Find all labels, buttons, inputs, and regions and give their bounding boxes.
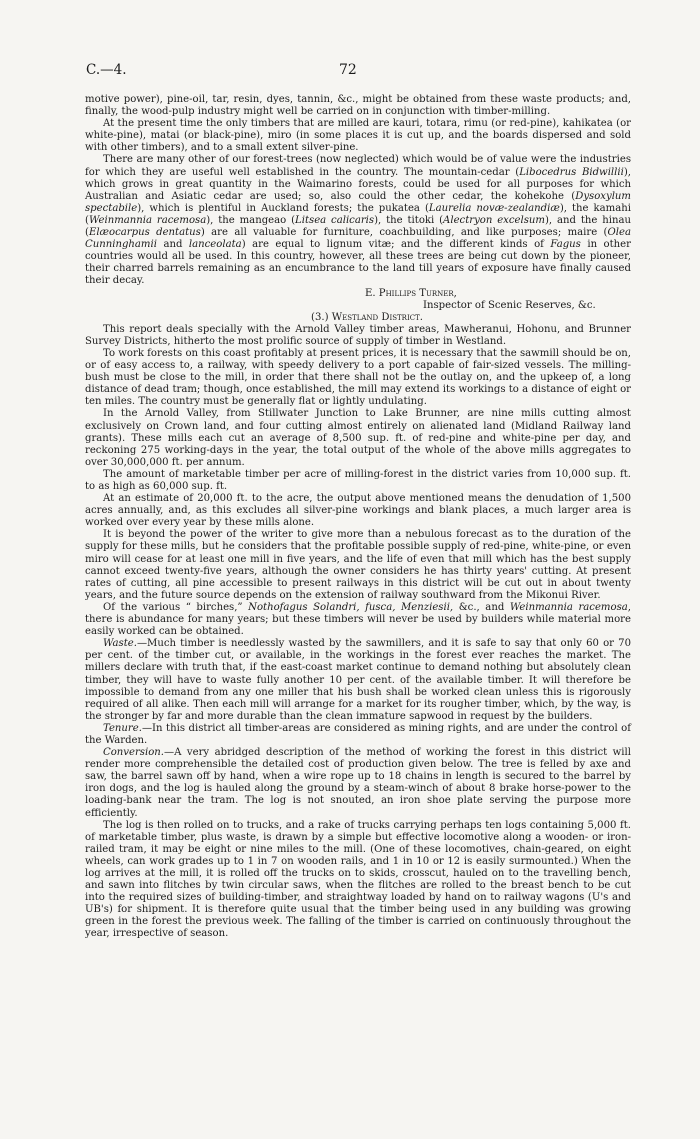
subheading-conversion: Conversion.: [103, 747, 164, 759]
paragraph-conversion: Conversion.—A very abridged description of the method of working the forest in this district will render more comprehensible the detailed cost of production given below. The tree is felled by axe and saw, the barrel sawn off by hand, when a wire rope up to 18 chains in length is secured to the barrel by iron dogs, and the log is hauled along the ground by a steam-winch of about 8 brake horse-power to the loading-bank near the tram. The log is not snouted, an iron shoe plate serving the purpose more efficiently.: [85, 747, 631, 819]
section-heading: (3.) Westland District.: [311, 311, 423, 323]
signature-name: E. Phillips Turner,: [365, 287, 457, 299]
paragraph-tenure: Tenure.—In this district all timber-areas are considered as mining rights, and are under the control of the Warden.: [85, 722, 631, 746]
subheading-tenure: Tenure.: [103, 722, 142, 734]
body-text: [85, 94, 631, 941]
paragraph-other-trees: There are many other of our forest-trees (now neglected) which would be of value were the industries for which they are useful well established in the country. The mountain-cedar (Libocedrus Bidwillii), which grows in great quantity in the Waimarino forests, could be used for all purposes for which Australian and Asiatic cedar are used; so, also could the other cedar, the kohekohe (Dysoxylum spectabile), which is plentiful in Auckland forests; the pukatea (Laurelia novæ-zealandiæ), the kamahi (Weinmannia racemosa), the mangeao (Litsea calicaris), the titoki (Alectryon excelsum), and the hinau (Elæocarpus dentatus) are all valuable for furniture, coachbuilding, and like purposes; maire (Olea Cunninghamii and lanceolata) are equal to lignum vitæ; and the different kinds of Fagus in other countries would all be used. In this country, however, all these trees are being cut down by the pioneer, their charred barrels remaining as an encumbrance to the land till years of exposure have finally caused their decay.: [85, 154, 631, 287]
paragraph: This report deals specially with the Arnold Valley timber areas, Mawheranui, Hohonu, and Brunner Survey Districts, hitherto the most prolific source of supply of timber in Westland.: [85, 323, 631, 347]
paragraph: At an estimate of 20,000 ft. to the acre, the output above mentioned means the denudation of 1,500 acres annually, and, as this excludes all silver-pine workings and blank places, a much larger area is worked over every year by these mills alone.: [85, 493, 631, 529]
paragraph: motive power), pine-oil, tar, resin, dyes, tannin, &c., might be obtained from these waste products; and, finally, the wood-pulp industry might well be carried on in conjunction with timber-milling.: [85, 94, 631, 118]
paragraph: The log is then rolled on to trucks, and a rake of trucks carrying perhaps ten logs containing 5,000 ft. of marketable timber, plus waste, is drawn by a simple but effective locomotive along a wooden- or iron-railed tram, it may be eight or nine miles to the mill. (One of these locomotives, chain-geared, on eight wheels, can work grades up to 1 in 7 on wooden rails, and 1 in 10 or 12 is easily surmounted.) When the log arrives at the mill, it is rolled off the trucks on to skids, crosscut, hauled on to the travelling bench, and sawn into flitches by twin circular saws, when the flitches are rolled to the breast bench to be cut into the required sizes of building-timber, and straightway loaded by hand on to railway wagons (U's and UB's) for shipment. It is therefore quite usual that the timber being used in any building was growing green in the forest the previous week. The falling of the timber is carried on continuously throughout the year, irrespective of season.: [85, 819, 631, 940]
page-number: 72: [339, 62, 357, 78]
paragraph-waste: Waste.—Much timber is needlessly wasted by the sawmillers, and it is safe to say that only 60 or 70 per cent. of the timber cut, or available, in the workings in the forest ever reaches the market. The millers declare with truth that, if the east-coast market continue to demand nothing but absolutely clean timber, they will have to waste fully another 10 per cent. of the available timber. It will therefore be impossible to demand from any one miller that his bush shall be worked clean unless this is rigorously required of all alike. Then each mill will arrange for a market for its rougher timber, which, by the way, is the stronger by far and more durable than the clean immature sapwood in request by the builders.: [85, 638, 631, 722]
subheading-waste: Waste.: [103, 638, 137, 650]
document-reference: C.—4.: [86, 62, 127, 78]
paragraph: At the present time the only timbers that are milled are kauri, totara, rimu (or red-pine), kahikatea (or white-pine), matai (or black-pine), miro (in some places it is cut up, and the boards dispersed and sold with other timbers), and to a small extent silver-pine.: [85, 118, 631, 154]
signature-block: [85, 288, 631, 312]
paragraph: The amount of marketable timber per acre of milling-forest in the district varies from 10,000 sup. ft. to as high as 60,000 sup. ft.: [85, 468, 631, 492]
paragraph: To work forests on this coast profitably at present prices, it is necessary that the sawmill should be on, or of easy access to, a railway, with speedy delivery to a port capable of fair-sized vessels. The milling-bush must be close to the mill, in order that there shall not be the outlay on, and the upkeep of, a long distance of dead tram; though, once established, the mill may extend its workings to a distance of eight or ten miles. The country must be generally flat or lightly undulating.: [85, 347, 631, 408]
paragraph: In the Arnold Valley, from Stillwater Junction to Lake Brunner, are nine mills cutting almost exclusively on Crown land, and four cutting almost entirely on alienated land (Midland Railway land grants). These mills each cut an average of 8,500 sup. ft. of red-pine and white-pine per day, and reckoning 275 working-days in the year, the total output of the whole of the above mills aggregates to over 30,000,000 ft. per annum.: [85, 408, 631, 468]
paragraph: It is beyond the power of the writer to give more than a nebulous forecast as to the duration of the supply for these mills, but he considers that the profitable possible supply of red-pine, white-pine, or even miro will cease for at least one mill in five years, and the life of even that mill which has the best supply cannot exceed twenty-five years, although the owner considers he has thirty years' cutting. At present rates of cutting, all pine accessible to present railways in this district will be cut out in about twenty years, and the future source depends on the extension of railway southward from the Mikonui River.: [85, 529, 631, 601]
paragraph-birches: Of the various “ birches,” Nothofagus Solandri, fusca, Menziesii, &c., and Weinmannia racemosa, there is abundance for many years; but these timbers will never be used by builders while material more easily worked can be obtained.: [85, 601, 631, 638]
signature-title: Inspector of Scenic Reserves, &c.: [423, 299, 596, 311]
